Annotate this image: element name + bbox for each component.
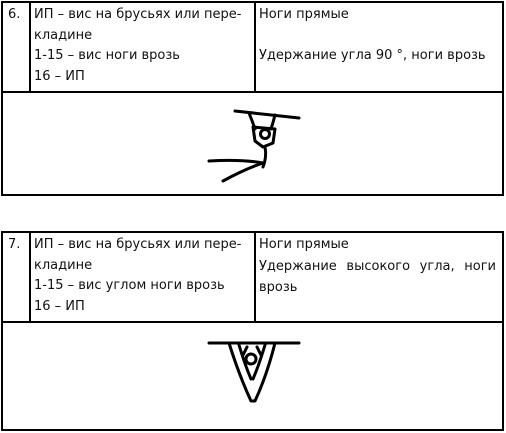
exercise-text-row	[3, 233, 502, 323]
note-line: Удержание угла 90 °, ноги врозь	[259, 48, 486, 63]
description-line: кладине	[34, 257, 93, 273]
description-line: 1-15 – вис углом ноги врозь	[34, 278, 225, 293]
note-line: Удержание высокого угла, ноги врозь	[259, 258, 496, 295]
exercise-table-7	[1, 231, 504, 431]
description-line: ИП – вис на брусьях или пере-	[34, 7, 242, 22]
exercise-text-row	[3, 3, 502, 93]
exercise-notes	[256, 233, 502, 321]
exercise-figure-row	[3, 323, 502, 431]
description-line: 16 – ИП	[34, 298, 85, 314]
description-line: 16 – ИП	[34, 68, 85, 84]
note-line	[259, 26, 496, 47]
stick-figure-l-hang-icon	[193, 99, 313, 189]
stick-figure-v-hang-icon	[203, 335, 303, 415]
note-line: Ноги прямые	[259, 7, 349, 22]
note-line: Ноги прямые	[259, 237, 349, 252]
description-line: кладине	[34, 27, 93, 43]
exercise-figure-row	[3, 93, 502, 196]
exercise-number: 7.	[3, 233, 31, 321]
description-line: ИП – вис на брусьях или пере-	[34, 237, 242, 252]
exercise-number: 6.	[3, 3, 31, 91]
exercise-notes	[256, 3, 502, 91]
exercise-description	[31, 3, 256, 91]
description-line: 1-15 – вис ноги врозь	[34, 48, 180, 63]
exercise-table-6	[1, 1, 504, 196]
exercise-description	[31, 233, 256, 321]
